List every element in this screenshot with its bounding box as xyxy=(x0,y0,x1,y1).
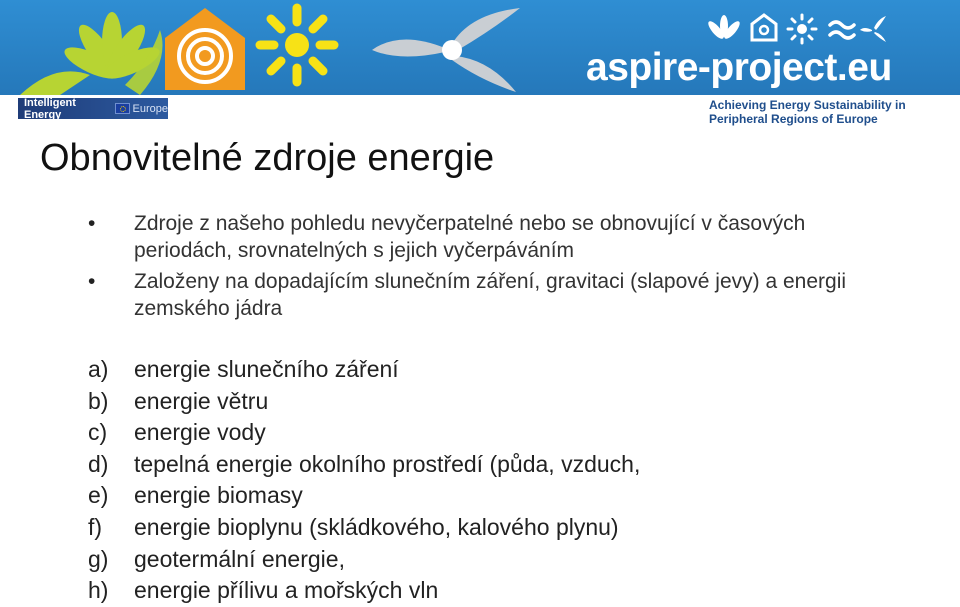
list-item xyxy=(88,512,640,544)
leaf-mini-icon xyxy=(706,15,742,41)
list-marker: b) xyxy=(88,387,109,414)
list-marker: e) xyxy=(88,482,109,509)
leaf-fan-icon xyxy=(20,12,163,95)
eu-flag-icon xyxy=(115,103,129,114)
list-marker: h) xyxy=(88,577,109,604)
program-logo xyxy=(18,98,168,119)
program-label: Intelligent Energy xyxy=(24,96,76,121)
project-tagline xyxy=(709,98,906,126)
energy-source-list xyxy=(88,354,640,607)
turbine-mini-icon xyxy=(860,16,886,42)
bullet-text: Zdroje z našeho pohledu nevyčerpatelné nebo se obnovující v časových periodách, srovnatelných s jejich vyčerpáváním xyxy=(134,212,806,262)
bullet-text: Založeny na dopadajícím slunečním záření, gravitaci (slapové jevy) a energii zemského jádra xyxy=(134,270,847,320)
bullet-marker: • xyxy=(88,212,96,235)
slide-title: Obnovitelné zdroje energie xyxy=(40,137,495,179)
brand-url: aspire-project.eu xyxy=(586,46,892,89)
list-text: energie biomasy xyxy=(134,482,303,509)
list-marker: d) xyxy=(88,450,109,477)
list-text: tepelná energie okolního prostředí (půda, vzduch, xyxy=(134,450,641,477)
list-marker: g) xyxy=(88,545,109,572)
list-text: energie slunečního záření xyxy=(134,356,399,382)
list-text: geotermální energie, xyxy=(134,545,345,572)
list-text: energie bioplynu (skládkového, kalového plynu) xyxy=(134,513,619,540)
list-item xyxy=(88,354,640,386)
list-item xyxy=(88,386,640,418)
list-text: energie přílivu a mořských vln xyxy=(134,577,439,604)
list-item xyxy=(88,417,640,449)
bullet-item xyxy=(88,268,908,322)
list-item xyxy=(88,575,640,607)
wind-turbine-icon xyxy=(372,8,520,92)
wave-mini-icon xyxy=(830,22,854,38)
bullet-item xyxy=(88,210,908,264)
list-marker: f) xyxy=(88,513,103,540)
list-item xyxy=(88,544,640,576)
bullet-list xyxy=(88,210,908,326)
list-text: energie větru xyxy=(134,387,269,414)
house-target-icon xyxy=(165,8,245,90)
tagline-line-1: Achieving Energy Sustainability in xyxy=(709,98,906,112)
tagline-line-2: Peripheral Regions of Europe xyxy=(709,112,878,126)
list-marker: c) xyxy=(88,419,108,446)
list-text: energie vody xyxy=(134,419,266,446)
list-item xyxy=(88,480,640,512)
list-marker: a) xyxy=(88,356,109,382)
program-suffix: Europe xyxy=(132,102,168,115)
header-banner xyxy=(0,0,960,95)
mini-icon-row xyxy=(706,15,886,43)
sun-icon xyxy=(260,8,334,82)
bullet-marker: • xyxy=(88,270,96,293)
sun-mini-icon xyxy=(788,15,816,43)
house-mini-icon xyxy=(752,15,776,40)
list-item xyxy=(88,449,640,481)
